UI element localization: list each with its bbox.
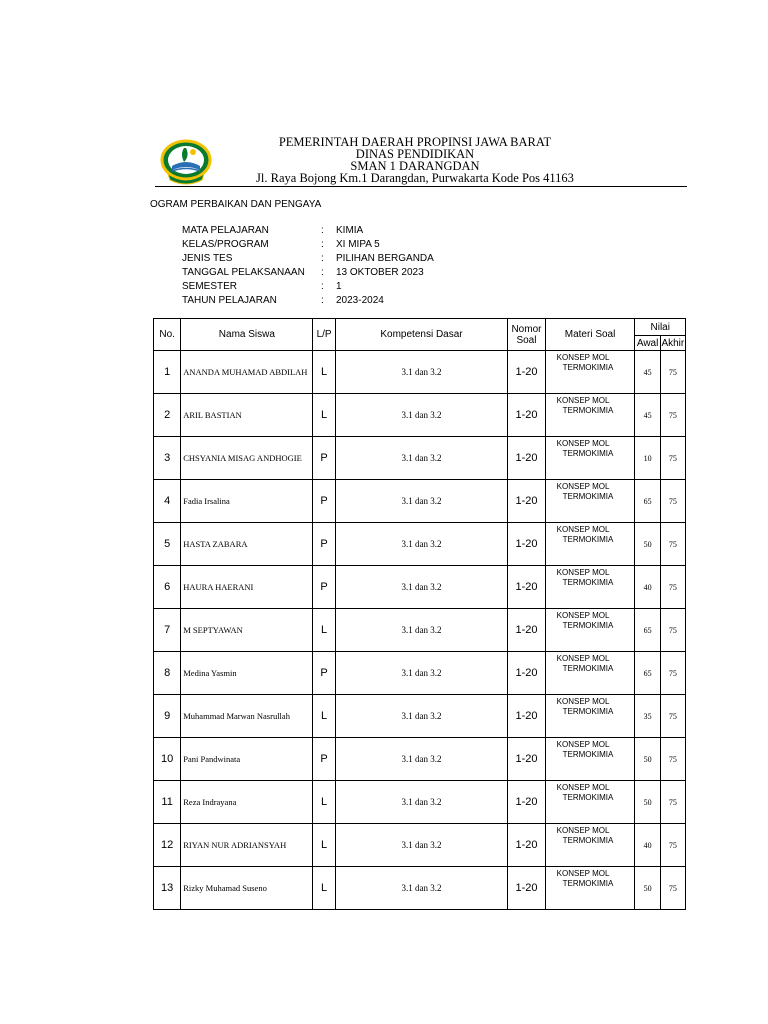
score-initial: 50 (635, 867, 660, 910)
score-initial: 40 (635, 566, 660, 609)
info-label: KELAS/PROGRAM (182, 239, 269, 250)
student-name: M SEPTYAWAN (181, 609, 313, 652)
student-gender: P (313, 523, 335, 566)
student-number: 11 (154, 781, 181, 824)
student-name: Reza Indrayana (181, 781, 313, 824)
info-value: 13 OKTOBER 2023 (336, 267, 424, 278)
header-question-material: Materi Soal (545, 319, 635, 351)
table-row (154, 351, 686, 394)
table-row (154, 824, 686, 867)
student-gender: P (313, 738, 335, 781)
basic-competency: 3.1 dan 3.2 (335, 480, 508, 523)
basic-competency: 3.1 dan 3.2 (335, 566, 508, 609)
student-gender: L (313, 781, 335, 824)
material-topic-2: TERMOKIMIA (562, 578, 614, 587)
table-row (154, 437, 686, 480)
question-number: 1-20 (508, 652, 545, 695)
info-value: PILIHAN BERGANDA (336, 253, 434, 264)
question-number: 1-20 (508, 480, 545, 523)
score-initial: 50 (635, 738, 660, 781)
grades-table (153, 318, 686, 910)
student-number: 5 (154, 523, 181, 566)
material-topic-1: KONSEP MOL (556, 353, 610, 362)
material-topic-1: KONSEP MOL (556, 826, 610, 835)
header-score: Nilai (635, 319, 686, 336)
letterhead (250, 136, 580, 184)
student-name: Medina Yasmin (181, 652, 313, 695)
basic-competency: 3.1 dan 3.2 (335, 523, 508, 566)
student-gender: P (313, 652, 335, 695)
student-number: 9 (154, 695, 181, 738)
question-number: 1-20 (508, 566, 545, 609)
question-material (545, 652, 635, 695)
material-topic-2: TERMOKIMIA (562, 621, 614, 630)
question-number: 1-20 (508, 695, 545, 738)
question-number: 1-20 (508, 523, 545, 566)
question-material (545, 695, 635, 738)
student-number: 8 (154, 652, 181, 695)
question-number: 1-20 (508, 351, 545, 394)
table-row (154, 695, 686, 738)
question-number: 1-20 (508, 781, 545, 824)
student-gender: P (313, 437, 335, 480)
score-initial: 10 (635, 437, 660, 480)
header-student-name: Nama Siswa (181, 319, 313, 351)
letterhead-divider (155, 186, 687, 187)
score-final: 75 (660, 738, 685, 781)
info-colon: : (321, 239, 324, 250)
question-material (545, 824, 635, 867)
question-number: 1-20 (508, 867, 545, 910)
material-topic-1: KONSEP MOL (556, 439, 610, 448)
material-topic-1: KONSEP MOL (556, 654, 610, 663)
basic-competency: 3.1 dan 3.2 (335, 437, 508, 480)
score-initial: 45 (635, 351, 660, 394)
info-colon: : (321, 295, 324, 306)
material-topic-2: TERMOKIMIA (562, 406, 614, 415)
info-label: JENIS TES (182, 253, 233, 264)
info-label: MATA PELAJARAN (182, 225, 269, 236)
score-final: 75 (660, 824, 685, 867)
info-value: KIMIA (336, 225, 364, 236)
student-name: Pani Pandwinata (181, 738, 313, 781)
basic-competency: 3.1 dan 3.2 (335, 394, 508, 437)
student-number: 7 (154, 609, 181, 652)
material-topic-2: TERMOKIMIA (562, 879, 614, 888)
score-final: 75 (660, 609, 685, 652)
header-question-number-line1: Nomor (511, 323, 542, 335)
header-score-final: Akhir (661, 337, 685, 349)
score-initial: 50 (635, 523, 660, 566)
material-topic-2: TERMOKIMIA (562, 664, 614, 673)
student-number: 10 (154, 738, 181, 781)
student-name: Fadia Irsalina (181, 480, 313, 523)
score-final: 75 (660, 695, 685, 738)
score-final: 75 (660, 523, 685, 566)
question-material (545, 738, 635, 781)
question-material (545, 609, 635, 652)
student-name: Rizky Muhamad Suseno (181, 867, 313, 910)
student-name: RIYAN NUR ADRIANSYAH (181, 824, 313, 867)
basic-competency: 3.1 dan 3.2 (335, 738, 508, 781)
basic-competency: 3.1 dan 3.2 (335, 652, 508, 695)
score-initial: 65 (635, 652, 660, 695)
score-final: 75 (660, 480, 685, 523)
material-topic-2: TERMOKIMIA (562, 492, 614, 501)
material-topic-2: TERMOKIMIA (562, 535, 614, 544)
student-name: HAURA HAERANI (181, 566, 313, 609)
school-emblem-logo (160, 136, 212, 188)
material-topic-2: TERMOKIMIA (562, 363, 614, 372)
score-final: 75 (660, 781, 685, 824)
basic-competency: 3.1 dan 3.2 (335, 824, 508, 867)
score-initial: 65 (635, 609, 660, 652)
score-initial: 35 (635, 695, 660, 738)
question-material (545, 867, 635, 910)
student-gender: L (313, 394, 335, 437)
question-number: 1-20 (508, 738, 545, 781)
west-java-emblem-icon (160, 136, 212, 188)
basic-competency: 3.1 dan 3.2 (335, 695, 508, 738)
table-row (154, 609, 686, 652)
info-colon: : (321, 267, 324, 278)
student-number: 4 (154, 480, 181, 523)
basic-competency: 3.1 dan 3.2 (335, 609, 508, 652)
material-topic-1: KONSEP MOL (556, 568, 610, 577)
header-gender: L/P (313, 319, 335, 351)
score-initial: 65 (635, 480, 660, 523)
material-topic-1: KONSEP MOL (556, 783, 610, 792)
question-material (545, 394, 635, 437)
grades-table-body (154, 351, 686, 910)
header-score-initial: Awal (636, 337, 659, 349)
material-topic-1: KONSEP MOL (556, 869, 610, 878)
score-initial: 40 (635, 824, 660, 867)
question-material (545, 566, 635, 609)
question-number: 1-20 (508, 437, 545, 480)
student-number: 13 (154, 867, 181, 910)
letterhead-department: DINAS PENDIDIKAN (355, 147, 475, 161)
student-number: 3 (154, 437, 181, 480)
material-topic-1: KONSEP MOL (556, 525, 610, 534)
question-number: 1-20 (508, 824, 545, 867)
student-name: CHSYANIA MISAG ANDHOGIE (181, 437, 313, 480)
info-label: TAHUN PELAJARAN (182, 295, 277, 306)
student-name: ANANDA MUHAMAD ABDILAH (181, 351, 313, 394)
info-value: XI MIPA 5 (336, 239, 380, 250)
student-gender: L (313, 824, 335, 867)
table-row (154, 738, 686, 781)
student-number: 2 (154, 394, 181, 437)
basic-competency: 3.1 dan 3.2 (335, 781, 508, 824)
table-row (154, 394, 686, 437)
info-value: 2023-2024 (336, 295, 384, 306)
question-material (545, 437, 635, 480)
question-material (545, 351, 635, 394)
score-initial: 45 (635, 394, 660, 437)
material-topic-1: KONSEP MOL (556, 611, 610, 620)
question-number: 1-20 (508, 394, 545, 437)
student-gender: P (313, 480, 335, 523)
question-material (545, 781, 635, 824)
material-topic-1: KONSEP MOL (556, 396, 610, 405)
table-row (154, 652, 686, 695)
table-row (154, 523, 686, 566)
student-gender: L (313, 695, 335, 738)
material-topic-1: KONSEP MOL (556, 740, 610, 749)
header-question-number (508, 319, 545, 351)
material-topic-2: TERMOKIMIA (562, 750, 614, 759)
letterhead-government: PEMERINTAH DAERAH PROPINSI JAWA BARAT (278, 135, 552, 149)
score-initial: 50 (635, 781, 660, 824)
info-label: TANGGAL PELAKSANAAN (182, 267, 305, 278)
basic-competency: 3.1 dan 3.2 (335, 867, 508, 910)
student-name: HASTA ZABARA (181, 523, 313, 566)
letterhead-address: Jl. Raya Bojong Km.1 Darangdan, Purwakarta Kode Pos 41163 (256, 171, 574, 185)
score-final: 75 (660, 394, 685, 437)
score-final: 75 (660, 867, 685, 910)
student-gender: L (313, 867, 335, 910)
student-gender: P (313, 566, 335, 609)
info-colon: : (321, 281, 324, 292)
score-final: 75 (660, 566, 685, 609)
material-topic-2: TERMOKIMIA (562, 836, 614, 845)
student-number: 1 (154, 351, 181, 394)
info-colon: : (321, 225, 324, 236)
basic-competency: 3.1 dan 3.2 (335, 351, 508, 394)
question-material (545, 523, 635, 566)
material-topic-1: KONSEP MOL (556, 697, 610, 706)
info-label: SEMESTER (182, 281, 238, 292)
header-no: No. (154, 319, 181, 351)
material-topic-2: TERMOKIMIA (562, 793, 614, 802)
table-row (154, 480, 686, 523)
score-final: 75 (660, 437, 685, 480)
score-final: 75 (660, 351, 685, 394)
score-final: 75 (660, 652, 685, 695)
student-number: 6 (154, 566, 181, 609)
header-basic-competency: Kompetensi Dasar (335, 319, 508, 351)
student-number: 12 (154, 824, 181, 867)
material-topic-1: KONSEP MOL (556, 482, 610, 491)
table-row (154, 566, 686, 609)
question-material (545, 480, 635, 523)
info-colon: : (321, 253, 324, 264)
header-question-number-line2: Soal (516, 334, 537, 346)
student-name: Muhammad Marwan Nasrullah (181, 695, 313, 738)
material-topic-2: TERMOKIMIA (562, 449, 614, 458)
table-row (154, 867, 686, 910)
student-gender: L (313, 351, 335, 394)
table-row (154, 781, 686, 824)
student-gender: L (313, 609, 335, 652)
letterhead-school: SMAN 1 DARANGDAN (350, 159, 480, 173)
student-name: ARIL BASTIAN (181, 394, 313, 437)
info-value: 1 (336, 281, 342, 292)
program-title: OGRAM PERBAIKAN DAN PENGAYA (150, 199, 322, 210)
question-number: 1-20 (508, 609, 545, 652)
material-topic-2: TERMOKIMIA (562, 707, 614, 716)
